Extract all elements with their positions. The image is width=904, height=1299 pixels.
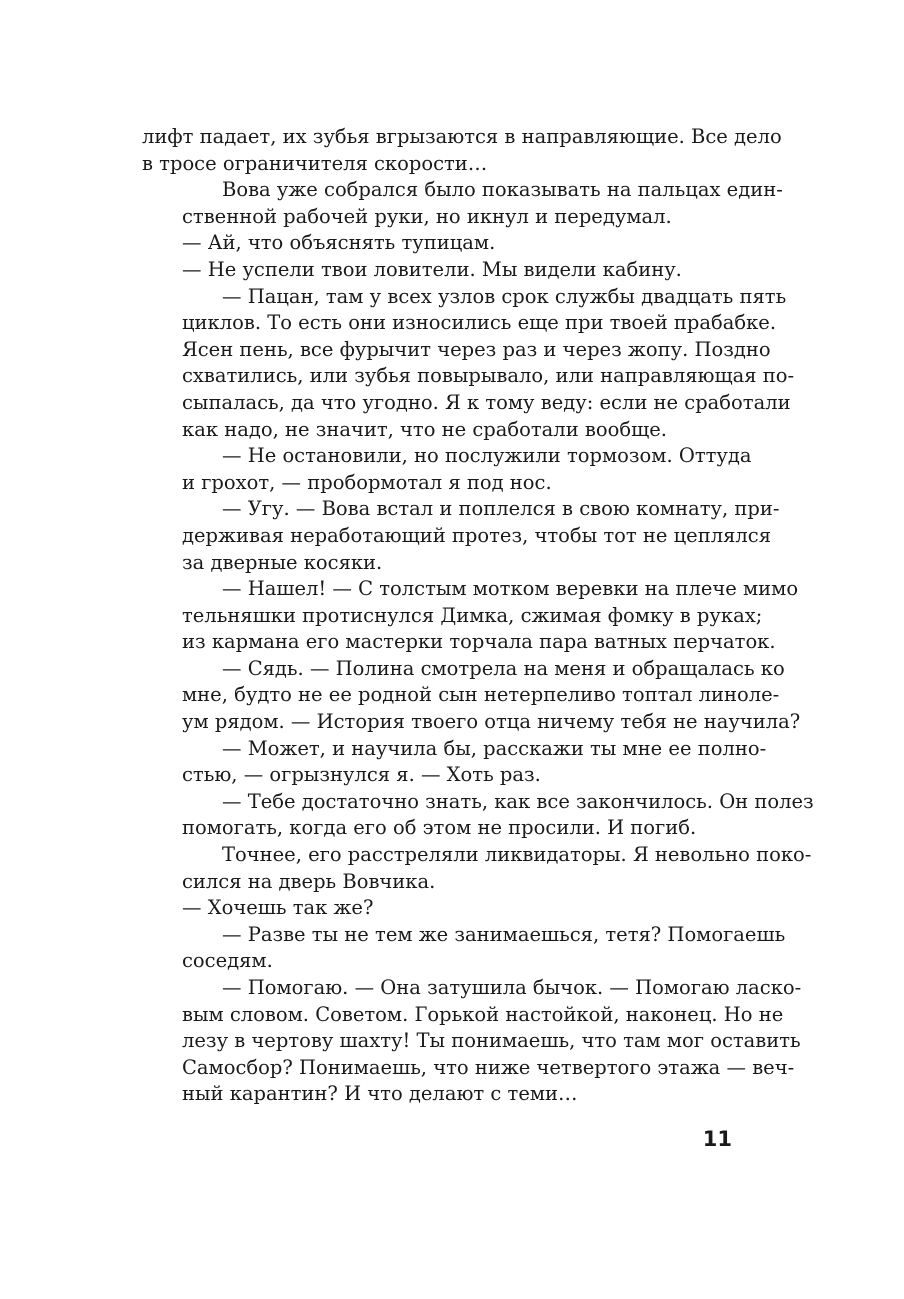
- paragraph: [142, 230, 733, 257]
- text-line: и грохот, — пробормотал я под нос.: [182, 470, 552, 494]
- text-line: лезу в чертову шахту! Ты понимаешь, что там мог оставить: [182, 1029, 801, 1053]
- paragraph: [142, 576, 799, 656]
- paragraph: [142, 895, 733, 922]
- text-line: из кармана его мастерки торчала пара ватных перчаток.: [182, 630, 776, 654]
- text-line: — Тебе достаточно знать, как все закончилось. Он полез: [222, 789, 814, 813]
- page-number: 11: [702, 1127, 732, 1151]
- paragraph: [142, 177, 783, 230]
- text-line: Ясен пень, все фурычит через раз и через жопу. Поздно: [182, 337, 771, 361]
- text-line: соседям.: [182, 949, 273, 973]
- text-line: Точнее, его расстреляли ликвидаторы. Я невольно поко-: [222, 843, 812, 867]
- text-line: — Сядь. — Полина смотрела на меня и обращалась ко: [222, 656, 785, 680]
- paragraph: [142, 656, 801, 736]
- paragraph: [142, 443, 752, 496]
- text-line: Вова уже собрался было показывать на пальцах един-: [222, 178, 783, 202]
- text-line: — Нашел! — С толстым мотком веревки на плече мимо: [222, 577, 799, 601]
- text-line: — Разве ты не тем же занимаешься, тетя? Помогаешь: [222, 922, 786, 946]
- text-line: стью, — огрызнулся я. — Хоть раз.: [182, 763, 541, 787]
- text-line: тельняшки протиснулся Димка, сжимая фомку в руках;: [182, 603, 763, 627]
- text-line: ственной рабочей руки, но икнул и передумал.: [182, 204, 672, 228]
- text-line: в тросе ограничителя скорости…: [142, 151, 488, 175]
- text-line: схватились, или зубья повырывало, или направляющая по-: [182, 364, 795, 388]
- text-line: циклов. То есть они износились еще при твоей прабабке.: [182, 311, 777, 335]
- text-line: — Не остановили, но послужили тормозом. Оттуда: [222, 444, 752, 468]
- text-line: — Хочешь так же?: [182, 896, 374, 920]
- paragraph: [142, 124, 782, 177]
- text-line: ный карантин? И что делают с теми…: [182, 1082, 578, 1106]
- text-line: вым словом. Советом. Горькой настойкой, наконец. Но не: [182, 1002, 784, 1026]
- text-line: за дверные косяки.: [182, 550, 383, 574]
- paragraph: [142, 736, 767, 789]
- paragraph: [142, 257, 733, 284]
- text-line: — Пацан, там у всех узлов срок службы двадцать пять: [222, 284, 787, 308]
- body-text: [142, 124, 814, 1108]
- text-line: — Помогаю. — Она затушила бычок. — Помогаю ласко-: [222, 976, 802, 999]
- paragraph: [142, 789, 814, 842]
- text-line: — Может, и научила бы, расскажи ты мне ее полно-: [222, 736, 767, 760]
- paragraph: [142, 284, 795, 444]
- paragraph: [142, 922, 786, 975]
- text-line: ум рядом. — История твоего отца ничему тебя не научила?: [182, 710, 801, 734]
- text-line: помогать, когда его об этом не просили. И погиб.: [182, 816, 697, 840]
- text-line: — Не успели твои ловители. Мы видели кабину.: [182, 257, 682, 281]
- text-line: лифт падает, их зубья вгрызаются в направляющие. Все дело: [142, 125, 782, 148]
- text-line: Самосбор? Понимаешь, что ниже четвертого этажа — веч-: [182, 1055, 795, 1079]
- paragraph: [142, 842, 812, 895]
- text-line: как надо, не значит, что не сработали вообще.: [182, 417, 667, 441]
- text-line: держивая неработающий протез, чтобы тот не цеплялся: [182, 523, 771, 547]
- text-line: сился на дверь Вовчика.: [182, 869, 436, 893]
- text-line: сыпалась, да что угодно. Я к тому веду: если не сработали: [182, 390, 791, 414]
- paragraph: [142, 496, 780, 576]
- text-line: — Ай, что объяснять тупицам.: [182, 231, 496, 255]
- paragraph: [142, 975, 802, 1108]
- text-line: — Угу. — Вова встал и поплелся в свою комнату, при-: [222, 497, 780, 521]
- text-line: мне, будто не ее родной сын нетерпеливо топтал линоле-: [182, 683, 780, 707]
